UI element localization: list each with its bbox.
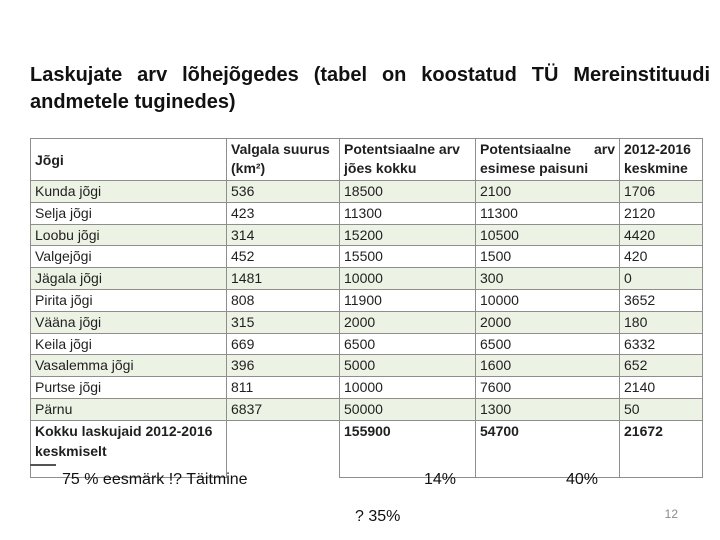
total-first-dam: 54700 — [476, 420, 620, 477]
river-cell: Jägala jõgi — [31, 268, 227, 290]
potential-first-dam-cell: 1300 — [476, 398, 620, 420]
basin-cell: 669 — [227, 333, 340, 355]
potential-first-dam-cell: 1600 — [476, 355, 620, 377]
table-row — [31, 268, 703, 290]
header-mean-line2: keskmine — [624, 160, 688, 176]
total-potential: 155900 — [340, 420, 476, 477]
table-row — [31, 289, 703, 311]
potential-total-cell: 15200 — [340, 224, 476, 246]
table-header-row — [31, 139, 703, 181]
mean-cell: 50 — [620, 398, 703, 420]
mean-cell: 2120 — [620, 202, 703, 224]
mean-cell: 0 — [620, 268, 703, 290]
header-river: Jõgi — [31, 139, 227, 181]
river-cell: Kunda jõgi — [31, 181, 227, 203]
potential-total-cell: 6500 — [340, 333, 476, 355]
percent-question-note: ? 35% — [355, 508, 401, 525]
mean-cell: 1706 — [620, 181, 703, 203]
mean-cell: 3652 — [620, 289, 703, 311]
potential-total-cell: 2000 — [340, 311, 476, 333]
potential-first-dam-cell: 10000 — [476, 289, 620, 311]
river-cell: Vääna jõgi — [31, 311, 227, 333]
header-basin — [227, 139, 340, 181]
header-mean — [620, 139, 703, 181]
basin-cell: 6837 — [227, 398, 340, 420]
table-row — [31, 355, 703, 377]
table-row — [31, 181, 703, 203]
basin-cell: 811 — [227, 377, 340, 399]
table-row — [31, 377, 703, 399]
goal-note: 75 % eesmärk !? Täitmine — [62, 471, 248, 488]
header-potential-total-line1: Potentsiaalne arv — [344, 141, 460, 157]
river-cell: Purtse jõgi — [31, 377, 227, 399]
potential-first-dam-cell: 300 — [476, 268, 620, 290]
table-row — [31, 398, 703, 420]
footnote-rule — [30, 464, 56, 466]
table-row — [31, 246, 703, 268]
river-cell: Vasalemma jõgi — [31, 355, 227, 377]
header-potential-first-word1: Potentsiaalne — [480, 141, 572, 157]
table-row — [31, 311, 703, 333]
potential-total-cell: 15500 — [340, 246, 476, 268]
total-label — [31, 420, 227, 477]
mean-cell: 4420 — [620, 224, 703, 246]
header-potential-total — [340, 139, 476, 181]
total-basin — [227, 420, 340, 477]
potential-first-dam-cell: 7600 — [476, 377, 620, 399]
basin-cell: 536 — [227, 181, 340, 203]
percent-first-dam-note: 40% — [566, 471, 599, 488]
river-cell: Keila jõgi — [31, 333, 227, 355]
header-potential-first-line2: esimese paisuni — [480, 160, 589, 176]
mean-cell: 420 — [620, 246, 703, 268]
header-potential-first-line1 — [480, 140, 615, 159]
percent-total-note: 14% — [424, 471, 457, 488]
basin-cell: 315 — [227, 311, 340, 333]
potential-total-cell: 10000 — [340, 268, 476, 290]
table-row — [31, 224, 703, 246]
potential-total-cell: 18500 — [340, 181, 476, 203]
potential-first-dam-cell: 10500 — [476, 224, 620, 246]
potential-total-cell: 50000 — [340, 398, 476, 420]
potential-total-cell: 11300 — [340, 202, 476, 224]
potential-first-dam-cell: 6500 — [476, 333, 620, 355]
potential-first-dam-cell: 1500 — [476, 246, 620, 268]
mean-cell: 2140 — [620, 377, 703, 399]
total-mean: 21672 — [620, 420, 703, 477]
river-cell: Valgejõgi — [31, 246, 227, 268]
mean-cell: 652 — [620, 355, 703, 377]
river-cell: Pirita jõgi — [31, 289, 227, 311]
header-potential-first — [476, 139, 620, 181]
basin-cell: 452 — [227, 246, 340, 268]
total-row — [31, 420, 703, 477]
basin-cell: 396 — [227, 355, 340, 377]
total-label-line2: keskmiselt — [35, 442, 107, 459]
slide-title: Laskujate arv lõhejõgedes (tabel on koostatud TÜ Mereinstituudi andmetele tuginedes) — [30, 64, 710, 113]
river-cell: Loobu jõgi — [31, 224, 227, 246]
page-number: 12 — [664, 507, 678, 521]
potential-first-dam-cell: 11300 — [476, 202, 620, 224]
header-basin-line2: (km²) — [231, 160, 266, 176]
table-body — [31, 181, 703, 478]
mean-cell: 180 — [620, 311, 703, 333]
potential-first-dam-cell: 2000 — [476, 311, 620, 333]
salmon-table — [30, 138, 703, 478]
data-table — [30, 138, 703, 478]
potential-total-cell: 10000 — [340, 377, 476, 399]
potential-total-cell: 5000 — [340, 355, 476, 377]
table-row — [31, 202, 703, 224]
basin-cell: 314 — [227, 224, 340, 246]
table-row — [31, 333, 703, 355]
header-potential-total-line2: jões kokku — [344, 160, 417, 176]
potential-first-dam-cell: 2100 — [476, 181, 620, 203]
basin-cell: 1481 — [227, 268, 340, 290]
basin-cell: 423 — [227, 202, 340, 224]
basin-cell: 808 — [227, 289, 340, 311]
header-potential-first-word2: arv — [593, 141, 615, 157]
potential-total-cell: 11900 — [340, 289, 476, 311]
mean-cell: 6332 — [620, 333, 703, 355]
total-label-line1: Kokku laskujaid 2012-2016 — [35, 422, 213, 439]
river-cell: Pärnu — [31, 398, 227, 420]
header-mean-line1: 2012-2016 — [624, 141, 691, 157]
header-basin-line1: Valgala suurus — [231, 141, 330, 157]
river-cell: Selja jõgi — [31, 202, 227, 224]
